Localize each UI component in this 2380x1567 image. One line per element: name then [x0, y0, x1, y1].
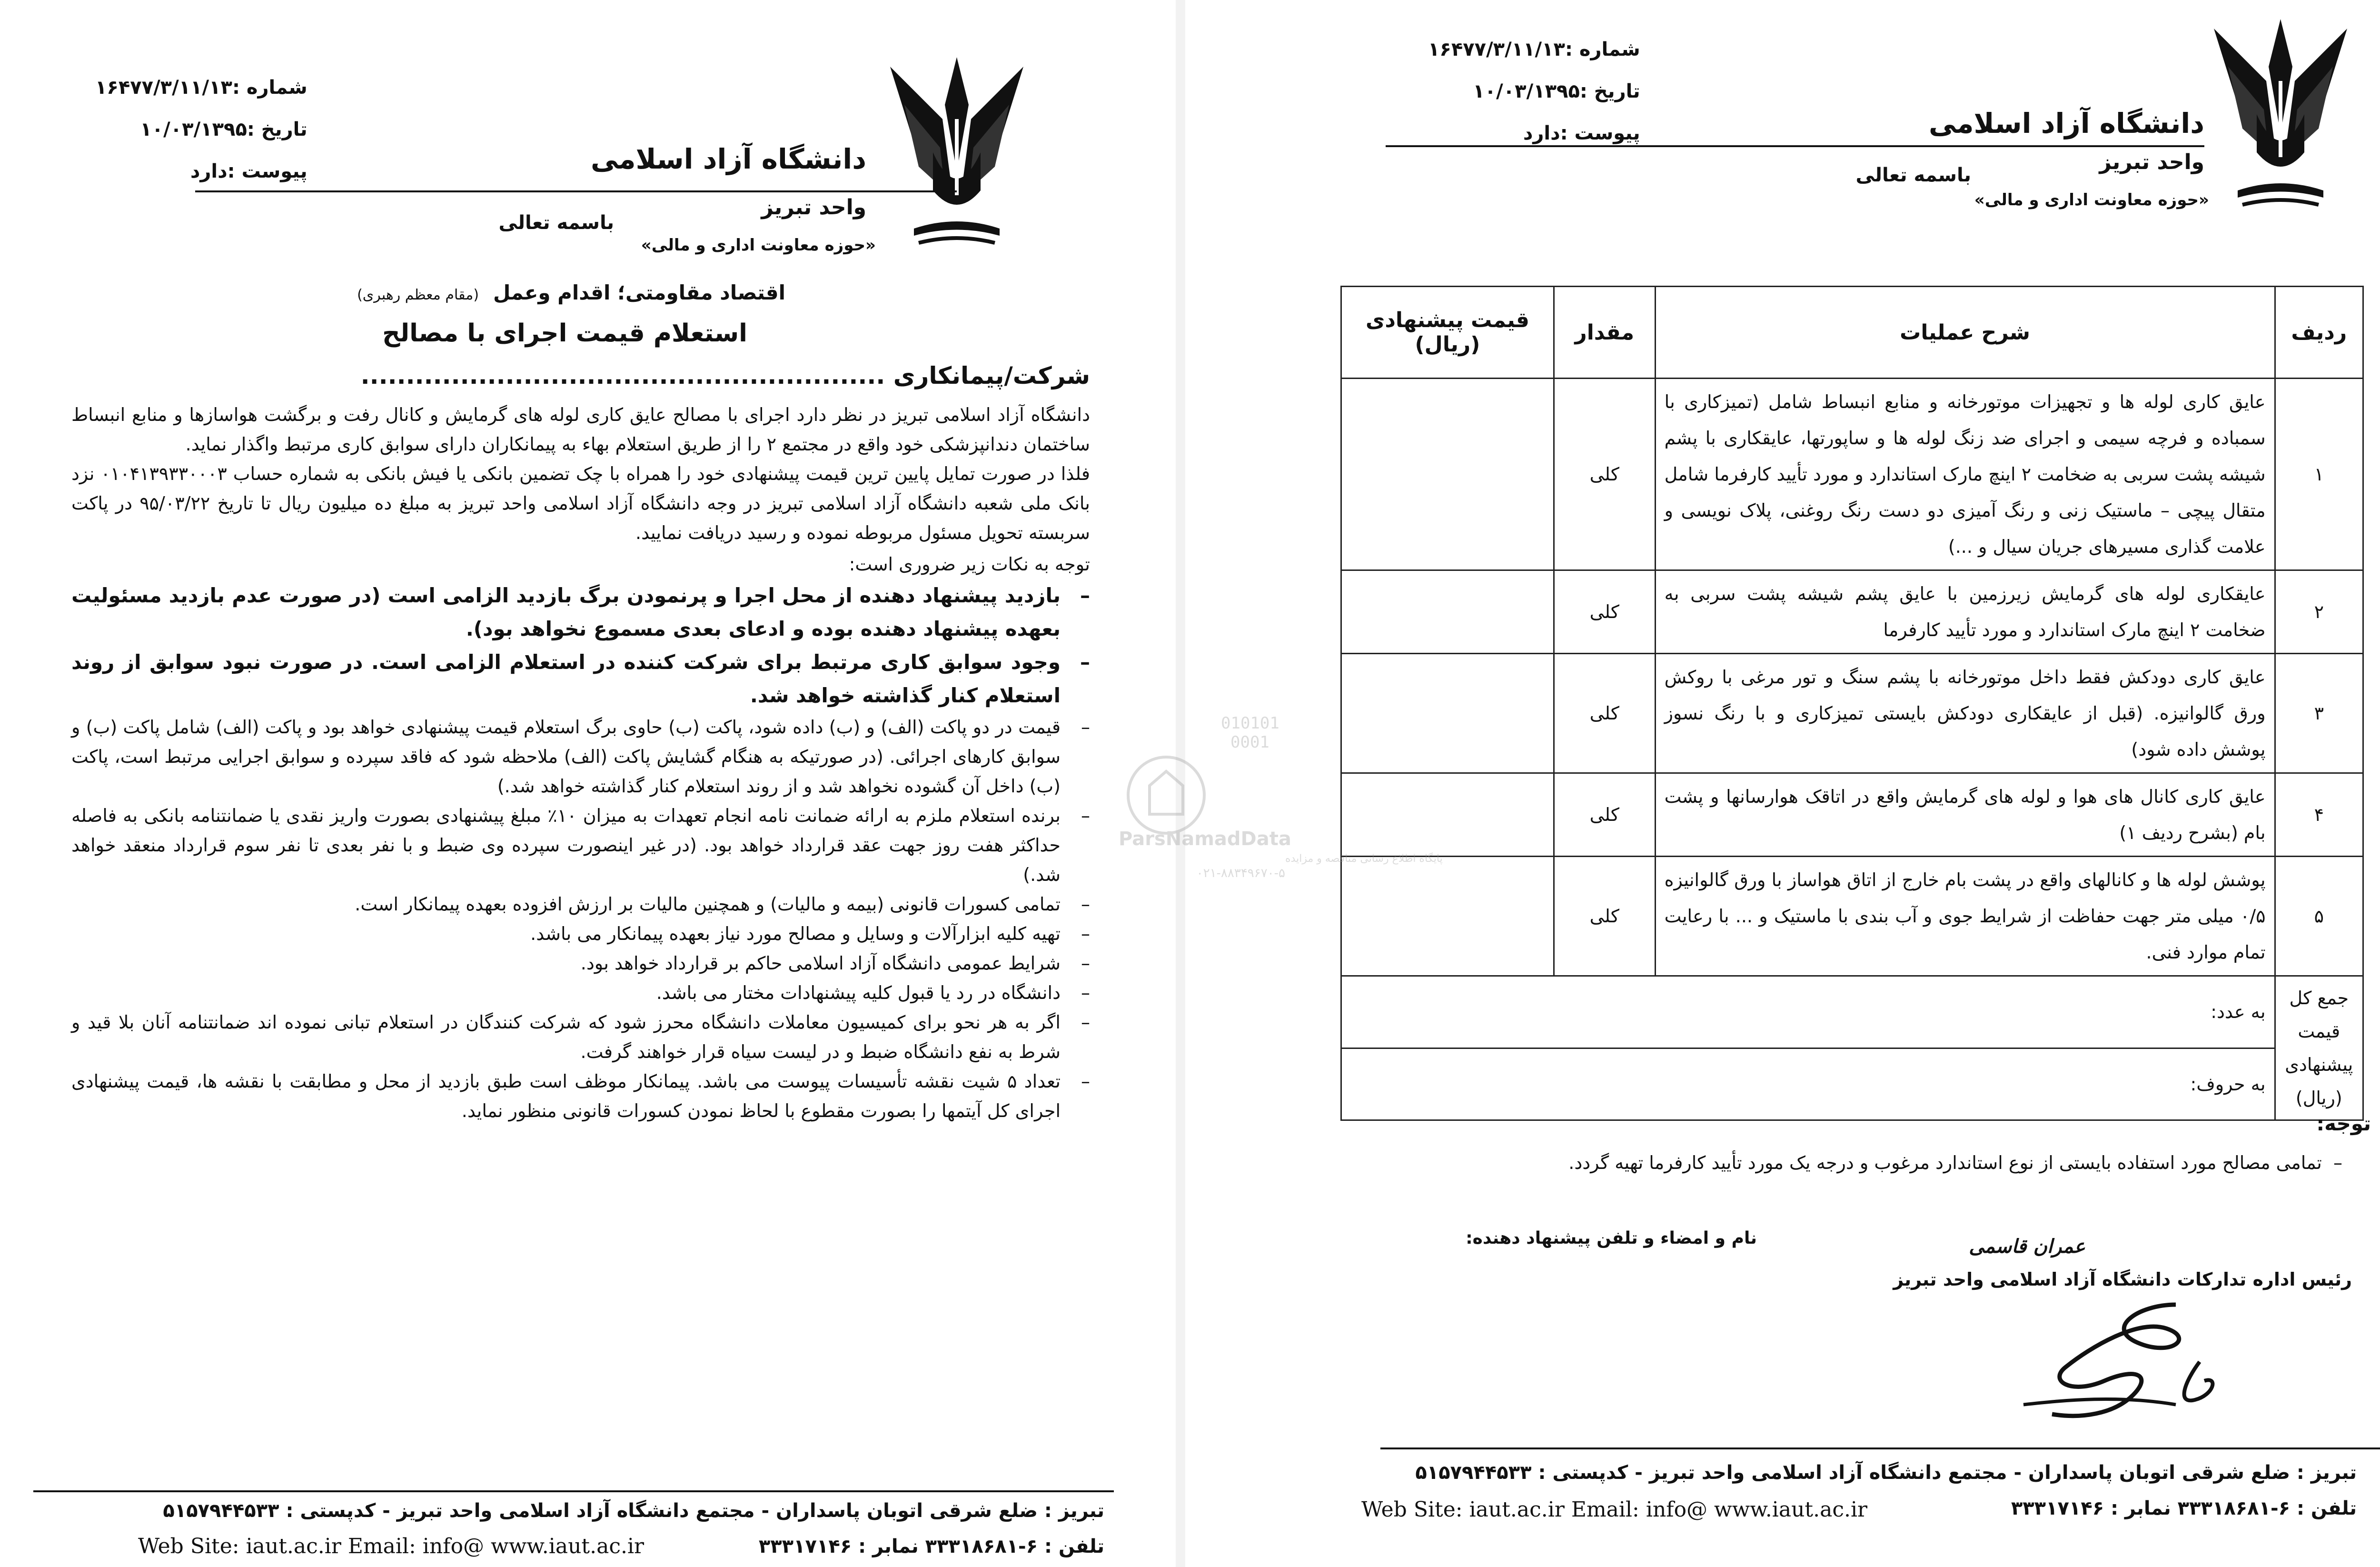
row-quantity: کلی: [1554, 570, 1655, 654]
signer-title: رئیس اداره تدارکات دانشگاه آزاد اسلامی واحد تبریز: [1893, 1269, 2352, 1290]
signature-icon: [1995, 1286, 2242, 1438]
footer-address: تبریز : ضلع شرقی اتوبان پاسداران - مجتمع دانشگاه آزاد اسلامی واحد تبریز - کدپستی : ۵۱۵۷۹۴۴۵۳۳: [163, 1500, 1104, 1522]
university-logo-icon: [885, 48, 1028, 267]
right-page: [1185, 0, 2380, 1567]
row-number: ۴: [2275, 773, 2363, 857]
branch-name: واحد تبریز: [761, 195, 866, 220]
note-dash: –: [2321, 1152, 2342, 1173]
university-logo-icon: [2209, 10, 2352, 229]
row-description: عایقکاری لوله های گرمایش زیرزمین با عایق پشم شیشه پشت سربی به ضخامت ۲ اینچ مارک استاندارد و مورد تأیید کارفرما: [1655, 570, 2275, 654]
total-number-field[interactable]: به عدد:: [1341, 976, 2275, 1048]
stamp-tagline: پایگاه اطلاع رسانی مناقصه و مزایده: [1285, 853, 1443, 865]
notes-intro: توجه به نکات زیر ضروری است:: [849, 554, 1090, 575]
total-label: جمع کل قیمت پیشنهادی (ریال): [2275, 976, 2363, 1120]
row-quantity: کلی: [1554, 857, 1655, 976]
notes-list: [71, 579, 1090, 1126]
letter-attachment: پیوست :دارد: [190, 160, 307, 182]
row-quantity: کلی: [1554, 379, 1655, 570]
list-item: – تمامی کسورات قانونی (بیمه و مالیات) و همچنین مالیات بر ارزش افزوده بعهده پیمانکار است.: [71, 889, 1090, 919]
row-number: ۵: [2275, 857, 2363, 976]
letter-meta: [1428, 29, 1640, 154]
signer-name: عمران قاسمی: [1969, 1236, 2085, 1258]
list-item: – برنده استعلام ملزم به ارائه ضمانت نامه انجام تعهدات به میزان ۱۰٪ مبلغ پیشنهادی بصورت واریز نقدی یا ضمانتنامه بانکی به فاصله حداکثر هفت روز جهت عقد قرارداد خواهد بود. (در غیر اینصورت سپرده وی ضبط و با نفر بعدی تا نفر سوم قرارداد منعقد خواهد شد.): [71, 801, 1090, 889]
table-row: [1341, 570, 2363, 654]
letter-number: شماره :۱۶۴۷۷/۳/۱۱/۱۳: [1428, 39, 1640, 60]
list-item: – شرایط عمومی دانشگاه آزاد اسلامی حاکم بر قرارداد خواهد بود.: [71, 948, 1090, 978]
row-price-field[interactable]: [1341, 857, 1554, 976]
row-description: عایق کاری دودکش فقط داخل موتورخانه با پشم سنگ و تور مرغی با روکش ورق گالوانیزه. (قبل از عایقکاری دودکش بایستی تمیزکاری و با رنگ نسوز پوشش داده شود): [1655, 654, 2275, 773]
footer-phone: تلفن : ۶-۳۳۳۱۸۶۸۱ نمابر : ۳۳۳۱۷۱۴۶: [2011, 1497, 2357, 1519]
header-row-number: ردیف: [2275, 287, 2363, 379]
header-price: قیمت پیشنهادی (ریال): [1341, 287, 1554, 379]
stamp-code-1: 010101: [1221, 714, 1279, 733]
stamp-brand: ParsNamadData: [1119, 828, 1291, 850]
letter-attachment: پیوست :دارد: [1523, 122, 1640, 144]
document-title: استعلام قیمت اجرای با مصالح: [382, 319, 747, 348]
footer-address: تبریز : ضلع شرقی اتوبان پاسداران - مجتمع دانشگاه آزاد اسلامی واحد تبریز - کدپستی : ۵۱۵۷۹۴۴۵۳۳: [1415, 1462, 2357, 1484]
stamp-phone: ۰۲۱-۸۸۳۴۹۶۷۰-۵: [1196, 866, 1285, 880]
header-rule: [195, 190, 957, 192]
letter-body: [71, 400, 1090, 1126]
bidder-sign-caption: نام و امضاء و تلفن پیشنهاد دهنده:: [1466, 1228, 1757, 1248]
letter-number: شماره :۱۶۴۷۷/۳/۱۱/۱۳: [95, 77, 307, 99]
paragraph-1: دانشگاه آزاد اسلامی تبریز در نظر دارد اجرای با مصالح عایق کاری لوله های گرمایش و کانال رفت و برگشت هواسازها و منابع انبساط ساختمان دندانپزشکی خود واقع در مجتمع ۲ را از طریق استعلام بهاء به پیمانکاران دارای سوابق کاری مرتبط واگذار نماید.: [71, 404, 1090, 455]
letterhead: [1185, 0, 2380, 267]
row-price-field[interactable]: [1341, 570, 1554, 654]
footer-rule: [1380, 1447, 2380, 1449]
header-description: شرح عملیات: [1655, 287, 2275, 379]
table-row: [1341, 773, 2363, 857]
deputy-name: «حوزه معاونت اداری و مالی»: [1974, 190, 2209, 210]
note-title: توجه:: [2316, 1112, 2371, 1135]
list-item: – دانشگاه در رد یا قبول کلیه پیشنهادات مختار می باشد.: [71, 978, 1090, 1008]
addressee-line: شرکت/پیمانکاری ..........................................................: [360, 362, 1090, 389]
basmeh-tala: باسمه تعالی: [1855, 164, 1971, 186]
table-row: [1341, 654, 2363, 773]
footer-phone: تلفن : ۶-۳۳۳۱۸۶۸۱ نمابر : ۳۳۳۱۷۱۴۶: [758, 1536, 1104, 1557]
row-price-field[interactable]: [1341, 654, 1554, 773]
footer-website: Web Site: iaut.ac.ir Email: info@ www.iaut.ac.ir: [1361, 1497, 1868, 1522]
row-number: ۳: [2275, 654, 2363, 773]
paragraph-2: فلذا در صورت تمایل پایین ترین قیمت پیشنهادی خود را همراه با چک تضمین بانکی یا فیش بانکی به شماره حساب ۰۱۰۴۱۳۹۳۳۰۰۰۳ نزد بانک ملی شعبه دانشگاه آزاد اسلامی تبریز در وجه دانشگاه آزاد اسلامی واحد تبریز به مبلغ ده میلیون ریال تا تاریخ ۹۵/۰۳/۲۲ در پاکت سربسته تحویل مسئول مربوطه نموده و رسید دریافت نمایید.: [71, 463, 1090, 543]
total-row: [1341, 1048, 2363, 1120]
footer-website: Web Site: iaut.ac.ir Email: info@ www.iaut.ac.ir: [138, 1534, 645, 1558]
watermark-stamp: [1109, 700, 1443, 881]
row-description: پوشش لوله ها و کانالهای واقع در پشت بام خارج از اتاق هواساز با ورق گالوانیزه ۰/۵ میلی متر جهت حفاظت از شرایط جوی و آب بندی با ماستیک و ... با رعایت تمام موارد فنی.: [1655, 857, 2275, 976]
row-price-field[interactable]: [1341, 773, 1554, 857]
basmeh-tala: باسمه تعالی: [498, 212, 614, 234]
row-quantity: کلی: [1554, 773, 1655, 857]
footer-rule: [33, 1490, 1114, 1492]
list-item: – تهیه کلیه ابزارآلات و وسایل و مصالح مورد نیاز بعهده پیمانکار می باشد.: [71, 919, 1090, 948]
slogan: اقتصاد مقاومتی؛ اقدام وعمل(مقام معظم رهبری): [357, 281, 785, 304]
letterhead: [0, 0, 1176, 267]
row-description: عایق کاری کانال های هوا و لوله های گرمایش واقع در اتاقک هوارسانها و پشت بام (بشرح ردیف ۱): [1655, 773, 2275, 857]
slogan-source: (مقام معظم رهبری): [357, 287, 479, 303]
branch-name: واحد تبریز: [2099, 150, 2204, 174]
stamp-code-2: 0001: [1230, 733, 1269, 752]
left-page: [0, 0, 1176, 1567]
letter-date: تاریخ :۱۰/۰۳/۱۳۹۵: [1473, 80, 1640, 102]
row-quantity: کلی: [1554, 654, 1655, 773]
note-text: – تمامی مصالح مورد استفاده بایستی از نوع استاندارد مرغوب و درجه یک مورد تأیید کارفرما تهیه گردد.: [1568, 1152, 2342, 1173]
list-item: – تعداد ۵ شیت نقشه تأسیسات پیوست می باشد. پیمانکار موظف است طبق بازدید از محل و مطابقت با نقشه ها، قیمت پیشنهادی اجرای کل آیتمها را بصورت مقطوع با لحاظ نمودن کسورات قانونی منظور نماید.: [71, 1067, 1090, 1126]
list-item: – وجود سوابق کاری مرتبط برای شرکت کننده در استعلام الزامی است. در صورت نبود سوابق از روند استعلام کنار گذاشته خواهد شد.: [71, 646, 1090, 712]
total-row: [1341, 976, 2363, 1048]
letter-meta: [95, 67, 307, 192]
table-row: [1341, 379, 2363, 570]
list-item: – قیمت در دو پاکت (الف) و (ب) داده شود، پاکت (ب) حاوی برگ استعلام قیمت پیشنهادی خواهد بود و پاکت (الف) شامل پاکت (ب) و سوابق کارهای اجرائی. (در صورتیکه به هنگام گشایش پاکت (الف) ملاحظه شود که فاقد سپرده و سوابق اجرایی مرتبط است، پاکت (ب) داخل آن گشوده نخواهد شد و از روند استعلام کنار گذاشته خواهد شد.): [71, 712, 1090, 801]
deputy-name: «حوزه معاونت اداری و مالی»: [641, 236, 876, 255]
row-description: عایق کاری لوله ها و تجهیزات موتورخانه و منابع انبساط شامل (تمیزکاری با سمباده و فرچه سیمی و اجرای ضد زنگ لوله ها و ساپورتها، عایقکاری با پشم شیشه پشت سربی به ضخامت ۲ اینچ مارک استاندارد و مورد تأیید کارفرما شامل متقال پیچی – ماستیک زنی و رنگ آمیزی دو دست رنگ روغنی، پلاک نویسی و علامت گذاری مسیرهای جریان سیال و ...): [1655, 379, 2275, 570]
list-item: – اگر به هر نحو برای کمیسیون معاملات دانشگاه محرز شود که شرکت کنندگان در استعلام تبانی نموده اند ضمانتنامه آنان بلا قید و شرط به نفع دانشگاه ضبط و در لیست سیاه قرار خواهند گرفت.: [71, 1008, 1090, 1067]
letter-date: تاریخ :۱۰/۰۳/۱۳۹۵: [140, 119, 307, 140]
university-name: دانشگاه آزاد اسلامی: [590, 143, 866, 175]
row-number: ۲: [2275, 570, 2363, 654]
row-price-field[interactable]: [1341, 379, 1554, 570]
university-name: دانشگاه آزاد اسلامی: [1928, 107, 2204, 140]
header-quantity: مقدار: [1554, 287, 1655, 379]
row-number: ۱: [2275, 379, 2363, 570]
operations-table: [1340, 286, 2364, 1121]
table-header-row: [1341, 287, 2363, 379]
table-row: [1341, 857, 2363, 976]
total-words-field[interactable]: به حروف:: [1341, 1048, 2275, 1120]
list-item: – بازدید پیشنهاد دهنده از محل اجرا و پرنمودن برگ بازدید الزامی است (در صورت عدم بازدید مسئولیت بعهده پیشنهاد دهنده بوده و ادعای بعدی مسموع نخواهد بود).: [71, 579, 1090, 646]
